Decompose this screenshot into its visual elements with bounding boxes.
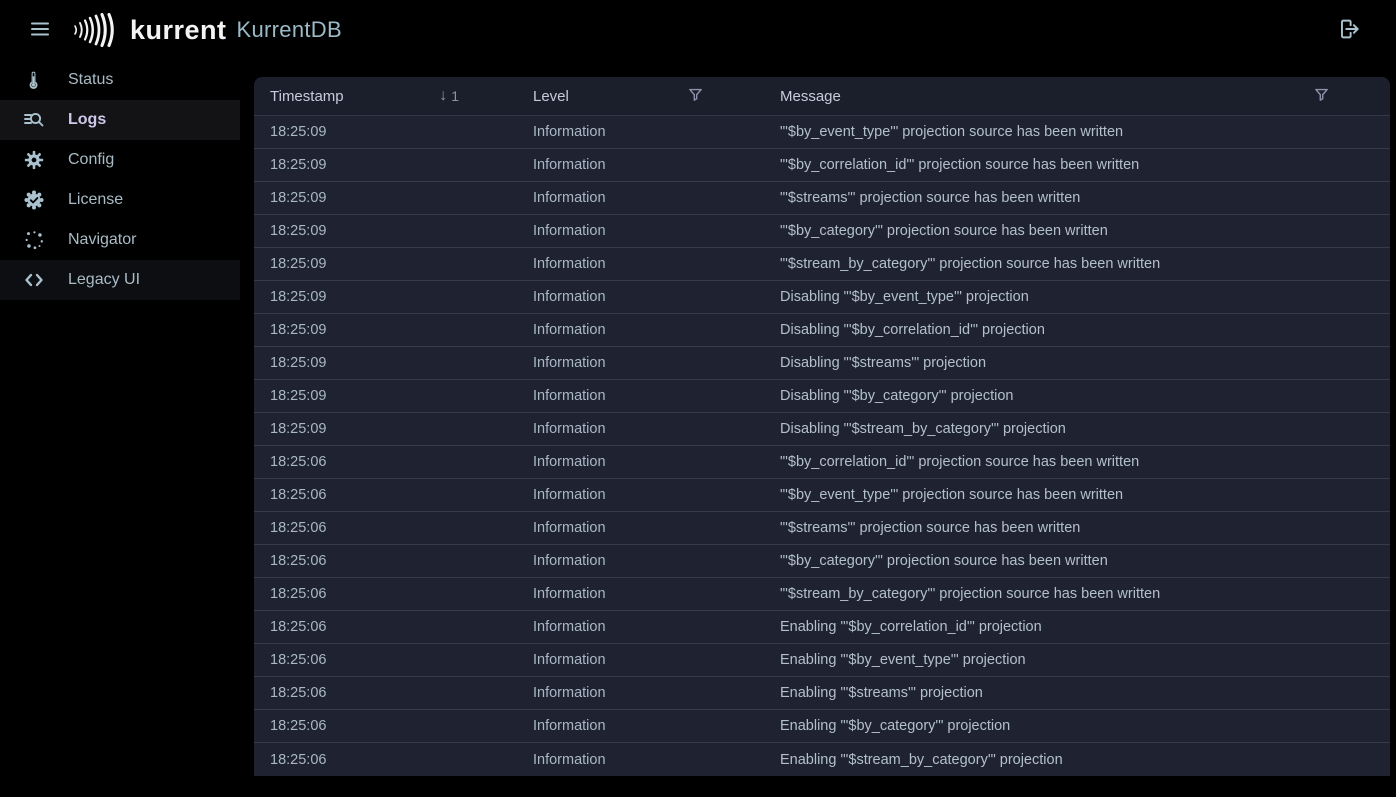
sidebar (0, 60, 240, 300)
table-row[interactable] (254, 677, 1390, 710)
log-timestamp: 18:25:06 (270, 652, 327, 668)
kurrent-waves-icon (72, 10, 116, 50)
log-message: Disabling "'$by_correlation_id'" projection (780, 322, 1045, 338)
log-timestamp: 18:25:06 (270, 586, 327, 602)
table-row[interactable] (254, 743, 1390, 776)
log-message: "'$stream_by_category'" projection source has been written (780, 256, 1161, 272)
log-message: "'$streams'" projection source has been written (780, 190, 1081, 206)
log-level: Information (533, 619, 606, 635)
sidebar-item-label: Config (68, 151, 115, 168)
column-header-timestamp (254, 77, 517, 115)
log-message: Enabling "'$by_category'" projection (780, 718, 1011, 734)
table-row[interactable] (254, 215, 1390, 248)
column-header-message (764, 77, 1390, 115)
app-header (0, 0, 1396, 60)
log-message: Disabling "'$by_event_type'" projection (780, 289, 1029, 305)
log-message: "'$stream_by_category'" projection source has been written (780, 586, 1161, 602)
column-label: Timestamp (270, 87, 344, 105)
license-badge-icon (22, 188, 46, 212)
logs-page (240, 60, 1396, 776)
log-message: "'$by_event_type'" projection source has been written (780, 124, 1124, 140)
log-message: "'$by_category'" projection source has been written (780, 223, 1108, 239)
log-timestamp: 18:25:09 (270, 190, 327, 206)
log-message: "'$by_category'" projection source has been written (780, 553, 1108, 569)
log-level: Information (533, 520, 606, 536)
log-level: Information (533, 355, 606, 371)
log-table-body (254, 116, 1390, 776)
log-message: Disabling "'$by_category'" projection (780, 388, 1014, 404)
app-title: KurrentDB (236, 17, 342, 42)
log-message: "'$streams'" projection source has been written (780, 520, 1081, 536)
navigator-dots-icon (22, 228, 46, 252)
column-label: Level (533, 87, 569, 105)
log-level: Information (533, 454, 606, 470)
sidebar-item-legacy-ui[interactable] (0, 260, 240, 300)
log-timestamp: 18:25:09 (270, 355, 327, 371)
log-level: Information (533, 652, 606, 668)
log-level: Information (533, 289, 606, 305)
log-message: Enabling "'$streams'" projection (780, 685, 983, 701)
log-timestamp: 18:25:06 (270, 487, 327, 503)
sidebar-item-logs[interactable] (0, 100, 240, 140)
log-level: Information (533, 157, 606, 173)
log-message: Enabling "'$stream_by_category'" projection (780, 751, 1063, 768)
log-timestamp: 18:25:09 (270, 157, 327, 173)
menu-toggle-button[interactable] (22, 11, 58, 50)
sort-descending-icon: ↓ (439, 87, 448, 104)
filter-button-level[interactable] (685, 84, 706, 108)
log-level: Information (533, 256, 606, 272)
column-header-level (517, 77, 764, 115)
table-row[interactable] (254, 116, 1390, 149)
log-level: Information (533, 553, 606, 569)
gear-icon (22, 148, 46, 172)
log-timestamp: 18:25:06 (270, 520, 327, 536)
log-timestamp: 18:25:06 (270, 553, 327, 569)
kurrent-logo-text: kurrent (130, 14, 227, 45)
log-timestamp: 18:25:06 (270, 685, 327, 701)
logout-icon (1336, 16, 1362, 45)
column-label: Message (780, 87, 841, 105)
log-table-header (254, 77, 1390, 116)
log-timestamp: 18:25:09 (270, 256, 327, 272)
log-message: Enabling "'$by_correlation_id'" projection (780, 619, 1042, 635)
table-row[interactable] (254, 248, 1390, 281)
log-timestamp: 18:25:09 (270, 322, 327, 338)
table-row[interactable] (254, 446, 1390, 479)
filter-funnel-icon (1313, 86, 1330, 106)
table-row[interactable] (254, 413, 1390, 446)
code-brackets-icon (22, 268, 46, 292)
table-row[interactable] (254, 182, 1390, 215)
logout-button[interactable] (1330, 10, 1368, 51)
sidebar-item-config[interactable] (0, 140, 240, 180)
sidebar-item-label: Navigator (68, 231, 137, 248)
log-timestamp: 18:25:06 (270, 619, 327, 635)
log-level: Information (533, 190, 606, 206)
log-level: Information (533, 421, 606, 437)
table-row[interactable] (254, 281, 1390, 314)
log-level: Information (533, 685, 606, 701)
log-timestamp: 18:25:09 (270, 289, 327, 305)
log-level: Information (533, 388, 606, 404)
table-row[interactable] (254, 149, 1390, 182)
table-row[interactable] (254, 578, 1390, 611)
filter-button-message[interactable] (1311, 84, 1332, 108)
sort-priority: 1 (451, 88, 459, 104)
sidebar-item-navigator[interactable] (0, 220, 240, 260)
table-row[interactable] (254, 314, 1390, 347)
hamburger-icon (28, 17, 52, 44)
log-message: Enabling "'$by_event_type'" projection (780, 652, 1026, 668)
sidebar-item-label: Legacy UI (68, 271, 141, 288)
table-row[interactable] (254, 380, 1390, 413)
log-search-icon (22, 108, 46, 132)
log-timestamp: 18:25:09 (270, 388, 327, 404)
log-timestamp: 18:25:06 (270, 751, 327, 768)
table-row[interactable] (254, 347, 1390, 380)
log-message: "'$by_correlation_id'" projection source has been written (780, 157, 1140, 173)
log-level: Information (533, 124, 606, 140)
sidebar-item-label: Logs (68, 111, 107, 128)
log-level: Information (533, 751, 606, 768)
log-level: Information (533, 718, 606, 734)
filter-funnel-icon (687, 86, 704, 106)
sort-button-timestamp[interactable] (439, 87, 459, 105)
table-row[interactable] (254, 710, 1390, 743)
log-timestamp: 18:25:09 (270, 421, 327, 437)
log-timestamp: 18:25:06 (270, 718, 327, 734)
log-level: Information (533, 322, 606, 338)
log-timestamp: 18:25:09 (270, 124, 327, 140)
table-row[interactable] (254, 479, 1390, 512)
kurrent-logo (72, 10, 227, 50)
log-message: Disabling "'$streams'" projection (780, 355, 987, 371)
log-timestamp: 18:25:09 (270, 223, 327, 239)
log-level: Information (533, 586, 606, 602)
log-level: Information (533, 487, 606, 503)
sidebar-item-label: Status (68, 71, 114, 88)
table-row[interactable] (254, 611, 1390, 644)
log-message: "'$by_correlation_id'" projection source has been written (780, 454, 1140, 470)
table-row[interactable] (254, 512, 1390, 545)
sidebar-item-status[interactable] (0, 60, 240, 100)
thermometer-icon (22, 68, 46, 92)
log-message: Disabling "'$stream_by_category'" projection (780, 421, 1066, 437)
log-table (254, 77, 1390, 776)
log-timestamp: 18:25:06 (270, 454, 327, 470)
sidebar-item-license[interactable] (0, 180, 240, 220)
sidebar-item-label: License (68, 191, 124, 208)
log-level: Information (533, 223, 606, 239)
table-row[interactable] (254, 545, 1390, 578)
log-message: "'$by_event_type'" projection source has been written (780, 487, 1124, 503)
table-row[interactable] (254, 644, 1390, 677)
